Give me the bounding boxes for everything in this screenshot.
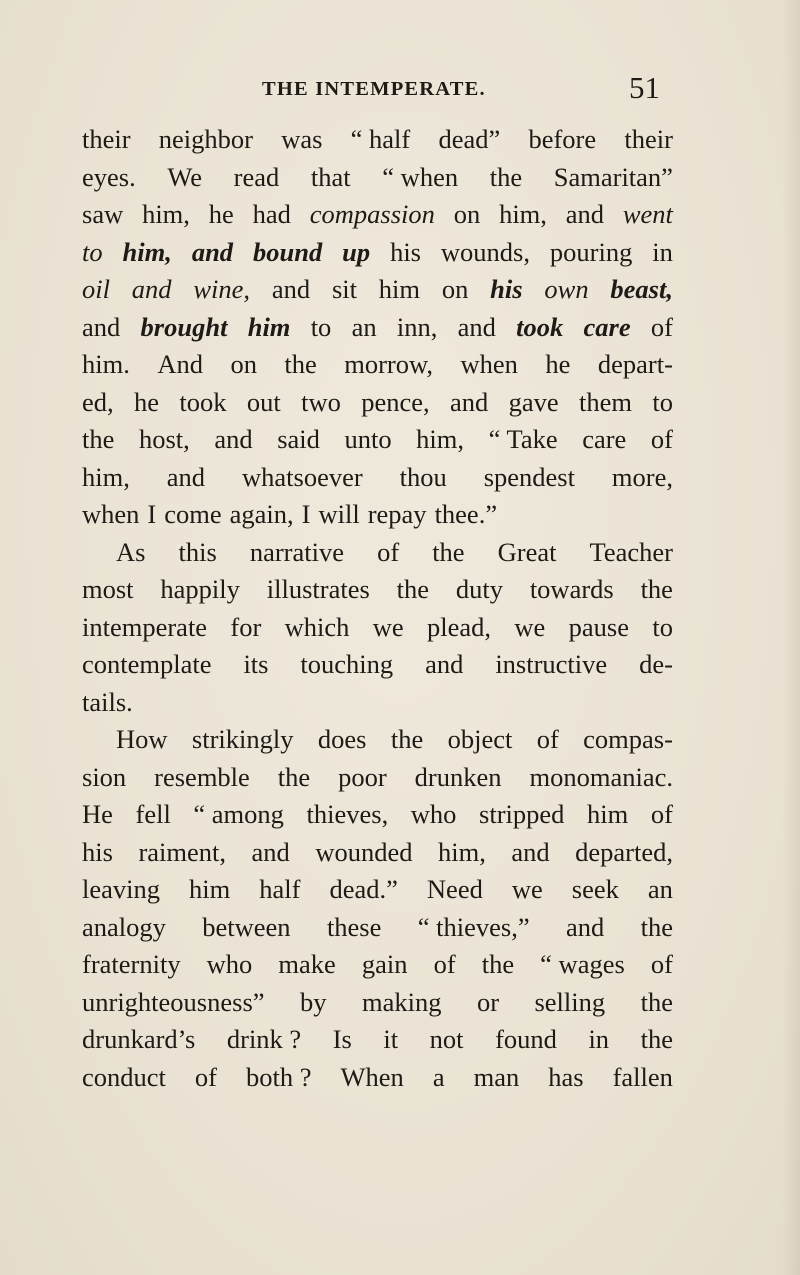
text-word: to xyxy=(652,611,673,642)
text-word: thou xyxy=(399,461,447,492)
text-word: in xyxy=(588,1024,610,1054)
text-word: conduct xyxy=(82,1061,166,1092)
text-word: intemperate xyxy=(82,611,208,642)
text-word: And xyxy=(157,349,203,379)
text-word: thieves, xyxy=(306,799,389,829)
text-word: his xyxy=(490,274,523,304)
text-word: that xyxy=(310,161,351,192)
text-word: the xyxy=(640,986,673,1017)
text-line xyxy=(82,159,673,197)
text-word: took xyxy=(179,386,227,417)
text-word: or xyxy=(476,986,500,1017)
text-word: and xyxy=(191,236,234,267)
text-word: poor xyxy=(338,761,387,792)
text-line xyxy=(82,946,673,984)
text-word: up xyxy=(342,236,371,267)
text-word: I xyxy=(301,499,311,529)
text-line xyxy=(82,684,673,722)
text-word: and xyxy=(565,911,605,942)
text-word: again, xyxy=(229,499,294,529)
text-word: repay xyxy=(367,499,427,529)
text-word: sit xyxy=(331,274,357,304)
text-line xyxy=(82,1059,673,1097)
text-word: We xyxy=(167,161,203,192)
text-word: He xyxy=(82,799,113,829)
text-word: saw xyxy=(82,199,124,229)
text-word: and xyxy=(166,461,206,492)
text-word: the xyxy=(390,724,424,754)
text-word: How xyxy=(116,724,168,754)
text-word: when xyxy=(460,349,518,379)
text-word: own xyxy=(544,274,589,304)
text-word: As xyxy=(116,536,146,567)
text-word: Need xyxy=(426,874,483,904)
text-line xyxy=(82,271,673,309)
text-line xyxy=(82,421,673,459)
text-word: Is xyxy=(332,1024,352,1054)
text-word: fraternity xyxy=(82,949,181,979)
text-word: Teacher xyxy=(589,536,673,567)
text-word: touching xyxy=(300,649,394,679)
text-word: “ thieves,” xyxy=(417,911,530,942)
text-word: raiment, xyxy=(138,836,227,867)
text-word: the xyxy=(432,536,465,567)
text-word: and xyxy=(449,386,489,417)
text-word: plead, xyxy=(427,611,492,642)
text-word: come xyxy=(164,499,222,529)
body-text xyxy=(82,121,673,1096)
text-word: illustrates xyxy=(266,574,370,604)
text-word: instructive xyxy=(495,649,608,679)
page-edge-shadow xyxy=(782,0,800,1275)
text-word: him, xyxy=(499,199,547,229)
text-word: eyes. xyxy=(82,161,136,192)
text-word: their xyxy=(624,124,673,154)
text-word: wine, xyxy=(193,274,251,304)
text-word: of xyxy=(650,311,673,342)
text-word: of xyxy=(194,1061,217,1092)
text-word: unrighteousness” xyxy=(82,986,265,1017)
text-word: out xyxy=(246,386,281,417)
text-word: strikingly xyxy=(191,724,294,754)
text-word: object xyxy=(447,724,513,754)
text-word: more, xyxy=(611,461,673,492)
text-word: thee.” xyxy=(434,499,498,529)
text-line xyxy=(82,234,673,272)
text-word: on xyxy=(453,199,481,229)
text-line xyxy=(82,834,673,872)
text-word: both ? xyxy=(246,1061,312,1092)
text-line xyxy=(82,721,673,759)
text-word: contemplate xyxy=(82,649,212,679)
text-word: and xyxy=(511,836,550,867)
text-word: dead” xyxy=(438,124,501,154)
text-word: we xyxy=(372,611,404,642)
text-word: when xyxy=(82,499,140,529)
text-word: When xyxy=(340,1061,404,1092)
text-word: and xyxy=(214,424,253,454)
text-word: will xyxy=(318,499,360,529)
text-word: “ among xyxy=(193,799,284,829)
text-word: him xyxy=(247,311,291,342)
text-word: and xyxy=(457,311,496,342)
text-word: the xyxy=(640,911,673,942)
text-word: I xyxy=(147,499,157,529)
text-word: fallen xyxy=(612,1061,673,1092)
text-word: inn, xyxy=(396,311,438,342)
text-word: not xyxy=(429,1024,464,1054)
text-word: man xyxy=(473,1061,520,1092)
text-word: the xyxy=(82,424,115,454)
text-line xyxy=(82,196,673,234)
text-word: pause xyxy=(568,611,629,642)
text-word: tails. xyxy=(82,686,133,717)
text-word: to xyxy=(310,311,332,342)
text-word: wounds, xyxy=(440,236,530,267)
text-word: who xyxy=(410,799,457,829)
text-word: monomaniac. xyxy=(529,761,673,792)
text-line xyxy=(82,571,673,609)
text-word: drunken xyxy=(414,761,502,792)
text-word: to xyxy=(652,386,673,417)
text-word: sion xyxy=(82,761,127,792)
text-word: does xyxy=(317,724,367,754)
text-word: of xyxy=(650,799,673,829)
text-word: this xyxy=(178,536,217,567)
text-word: his xyxy=(82,836,113,867)
text-word: and xyxy=(271,274,311,304)
text-word: has xyxy=(548,1061,584,1092)
text-word: of xyxy=(433,949,456,979)
text-word: spendest xyxy=(483,461,575,492)
text-word: seek xyxy=(571,874,619,904)
text-word: in xyxy=(652,236,673,267)
text-line xyxy=(82,871,673,909)
text-word: had xyxy=(252,199,291,229)
text-word: analogy xyxy=(82,911,166,942)
text-word: depart- xyxy=(597,349,673,379)
text-line xyxy=(82,384,673,422)
text-word: whatsoever xyxy=(242,461,363,492)
text-line xyxy=(82,309,673,347)
text-line xyxy=(82,759,673,797)
text-word: which xyxy=(284,611,350,642)
text-word: drink ? xyxy=(226,1024,302,1054)
text-word: care xyxy=(582,424,627,454)
text-word: we xyxy=(511,874,543,904)
text-word: gain xyxy=(361,949,408,979)
text-word: found xyxy=(495,1024,557,1054)
text-word: most xyxy=(82,574,134,604)
text-word: gave xyxy=(508,386,559,417)
text-word: by xyxy=(300,986,327,1017)
text-word: these xyxy=(326,911,382,942)
text-word: and xyxy=(425,649,464,679)
text-word: the xyxy=(481,949,515,979)
text-word: a xyxy=(432,1061,445,1092)
text-word: took xyxy=(516,311,564,342)
text-word: happily xyxy=(160,574,240,604)
text-word: of xyxy=(650,424,673,454)
text-word: an xyxy=(647,874,673,904)
text-line xyxy=(82,121,673,159)
text-line xyxy=(82,984,673,1022)
text-word: drunkard’s xyxy=(82,1024,196,1054)
text-word: an xyxy=(351,311,377,342)
text-word: neighbor xyxy=(158,124,253,154)
text-word: the xyxy=(640,1024,673,1054)
text-line xyxy=(82,496,673,534)
text-word: pence, xyxy=(361,386,430,417)
text-line xyxy=(82,796,673,834)
text-word: “ wages xyxy=(540,949,625,979)
text-word: him, xyxy=(437,836,486,867)
text-word: for xyxy=(230,611,262,642)
text-word: selling xyxy=(534,986,606,1017)
text-word: care xyxy=(583,311,631,342)
text-word: Samaritan” xyxy=(553,161,673,192)
text-word: of xyxy=(650,949,673,979)
running-title: THE INTEMPERATE. xyxy=(262,78,486,100)
text-word: the xyxy=(284,349,317,379)
text-word: making xyxy=(361,986,442,1017)
text-word: departed, xyxy=(575,836,673,867)
text-word: he xyxy=(134,386,160,417)
text-word: before xyxy=(528,124,597,154)
text-word: its xyxy=(243,649,269,679)
text-word: beast, xyxy=(610,274,673,304)
text-word: brought xyxy=(140,311,228,342)
text-word: stripped xyxy=(479,799,565,829)
text-word: read xyxy=(233,161,280,192)
text-word: morrow, xyxy=(344,349,434,379)
text-word: him xyxy=(189,874,231,904)
text-word: host, xyxy=(138,424,190,454)
text-word: said xyxy=(277,424,320,454)
text-word: narrative xyxy=(249,536,345,567)
text-word: the xyxy=(396,574,429,604)
text-word: “ Take xyxy=(488,424,558,454)
text-word: we xyxy=(514,611,546,642)
text-word: to xyxy=(82,236,103,267)
text-word: Great xyxy=(497,536,557,567)
text-word: the xyxy=(277,761,311,792)
text-word: of xyxy=(377,536,400,567)
text-word: duty xyxy=(455,574,503,604)
text-word: oil xyxy=(82,274,110,304)
text-word: fell xyxy=(135,799,171,829)
text-word: the xyxy=(640,574,673,604)
text-word: towards xyxy=(529,574,614,604)
text-word: resemble xyxy=(154,761,250,792)
text-word: pouring xyxy=(549,236,633,267)
text-word: and xyxy=(82,311,121,342)
text-word: “ half xyxy=(350,124,411,154)
text-word: two xyxy=(301,386,341,417)
text-word: ed, xyxy=(82,386,114,417)
text-line xyxy=(82,459,673,497)
text-word: on xyxy=(230,349,257,379)
text-word: on xyxy=(441,274,469,304)
running-head xyxy=(0,72,800,112)
text-line xyxy=(82,1021,673,1059)
text-word: wounded xyxy=(315,836,413,867)
text-word: it xyxy=(383,1024,399,1054)
text-word: de- xyxy=(639,649,673,679)
text-word: was xyxy=(281,124,323,154)
text-word: him, xyxy=(82,461,130,492)
text-word: compassion xyxy=(309,199,435,229)
text-word: compas- xyxy=(583,724,673,754)
text-word: bound xyxy=(252,236,323,267)
text-word: half xyxy=(259,874,301,904)
text-line xyxy=(82,346,673,384)
text-word: him, xyxy=(416,424,465,454)
text-word: unto xyxy=(344,424,392,454)
text-word: him, xyxy=(142,199,190,229)
text-line xyxy=(82,646,673,684)
text-word: him xyxy=(587,799,629,829)
text-word: them xyxy=(579,386,632,417)
text-word: him, xyxy=(122,236,172,267)
text-word: leaving xyxy=(82,874,160,904)
text-word: he xyxy=(545,349,571,379)
text-word: him xyxy=(378,274,421,304)
text-word: he xyxy=(208,199,234,229)
text-word: of xyxy=(536,724,559,754)
text-word: went xyxy=(622,199,673,229)
text-word: and xyxy=(251,836,290,867)
text-word: the xyxy=(489,161,523,192)
text-word: “ when xyxy=(382,161,459,192)
text-word: his xyxy=(390,236,421,267)
text-line xyxy=(82,609,673,647)
text-word: who xyxy=(206,949,253,979)
text-word: and xyxy=(131,274,172,304)
text-line xyxy=(82,534,673,572)
text-word: and xyxy=(565,199,605,229)
text-word: between xyxy=(202,911,291,942)
text-word: dead.” xyxy=(329,874,398,904)
text-word: their xyxy=(82,124,131,154)
text-line xyxy=(82,909,673,947)
text-word: him. xyxy=(82,349,130,379)
text-word: make xyxy=(278,949,336,979)
page-number: 51 xyxy=(629,70,660,105)
